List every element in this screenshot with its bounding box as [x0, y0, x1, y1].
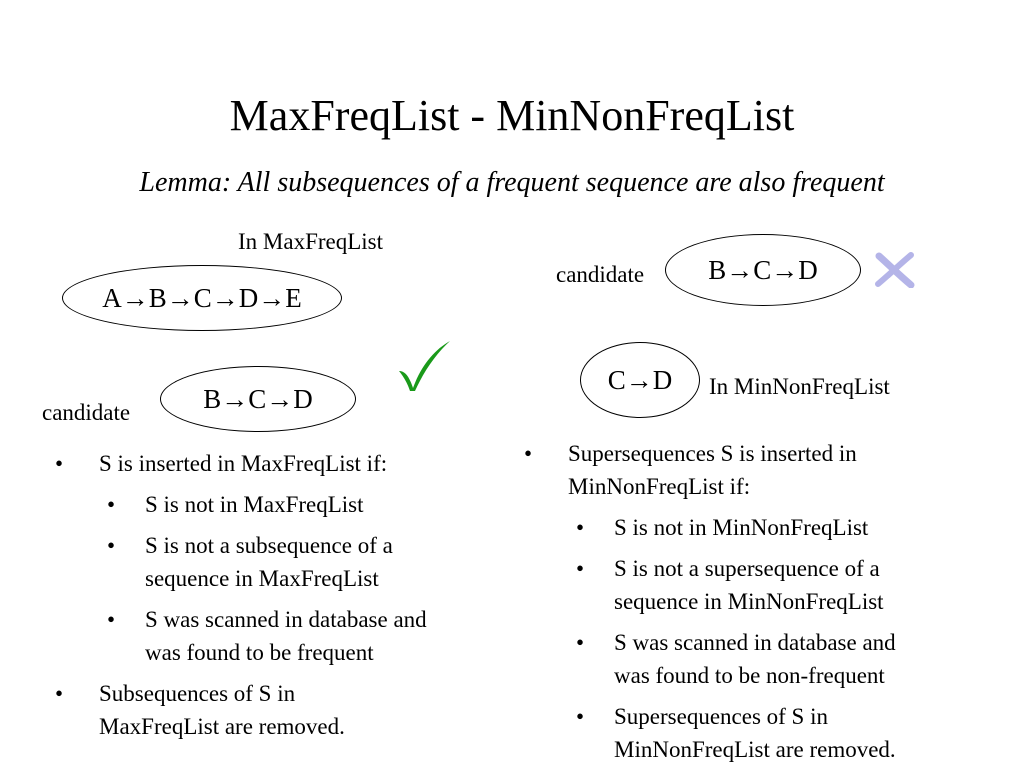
maxfreqlist-rules-list — [55, 447, 427, 743]
check-mark-icon — [396, 338, 452, 394]
list-item: • S is not in MaxFreqList — [55, 488, 427, 521]
right-candidate-label: candidate — [556, 262, 645, 287]
left-candidate-label: candidate — [42, 400, 131, 425]
bullet-dot: • — [524, 441, 533, 466]
bullet-dot: • — [107, 607, 116, 632]
minnonfreqlist-sequence-oval — [580, 342, 700, 418]
list-item: • Subsequences of S in MaxFreqList are removed. — [55, 677, 427, 743]
bullet-dot: • — [576, 556, 585, 581]
bullet-dot: • — [576, 704, 585, 729]
in-minnonfreqlist-label: In MinNonFreqList — [709, 374, 890, 399]
minnonfreqlist-rules-list — [524, 437, 896, 766]
list-item: • S is not a supersequence of a sequence in MinNonFreqList — [524, 552, 896, 618]
left-candidate-sequence-text: B→C→D — [203, 383, 313, 414]
maxfreqlist-sequence-text: A→B→C→D→E — [102, 282, 302, 313]
bullet-dot: • — [107, 492, 116, 517]
list-item: • S is not in MinNonFreqList — [524, 511, 896, 544]
lemma-text: Lemma: All subsequences of a frequent sequence are also frequent — [139, 167, 885, 198]
list-item: • S is inserted in MaxFreqList if: — [55, 447, 427, 480]
bullet-dot: • — [55, 451, 64, 476]
right-candidate-oval — [665, 234, 861, 306]
bullet-dot: • — [55, 681, 64, 706]
right-candidate-sequence-text: B→C→D — [708, 254, 818, 285]
bullet-dot: • — [576, 515, 585, 540]
list-item: • S was scanned in database and was found to be non-frequent — [524, 626, 896, 692]
in-maxfreqlist-label: In MaxFreqList — [238, 229, 384, 254]
list-item: • S was scanned in database and was found to be frequent — [55, 603, 427, 669]
list-item: • S is not a subsequence of a sequence in MaxFreqList — [55, 529, 427, 595]
cross-mark-icon — [874, 252, 916, 288]
maxfreqlist-sequence-oval — [62, 265, 342, 331]
bullet-dot: • — [107, 533, 116, 558]
page-title: MaxFreqList - MinNonFreqList — [229, 91, 795, 140]
list-item: • Supersequences of S in MinNonFreqList are removed. — [524, 700, 896, 766]
list-item: • Supersequences S is inserted in MinNonFreqList if: — [524, 437, 896, 503]
left-candidate-oval — [160, 366, 356, 432]
bullet-dot: • — [576, 630, 585, 655]
minnonfreqlist-sequence-text: C→D — [607, 364, 673, 395]
